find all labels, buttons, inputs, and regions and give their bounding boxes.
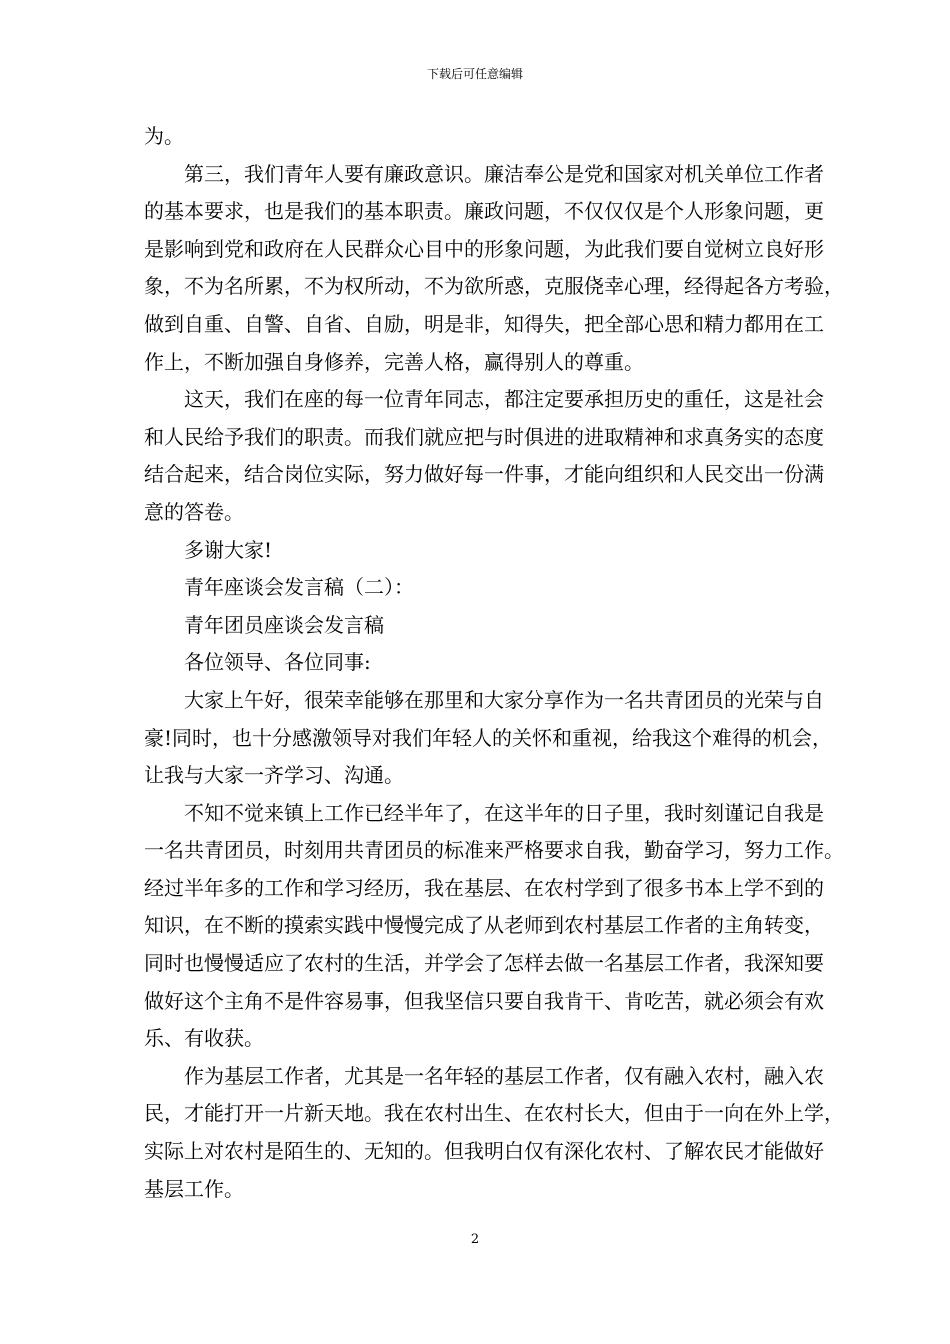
document-body bbox=[144, 118, 844, 1208]
text-line: 和人民给予我们的职责。而我们就应把与时俱进的进取精神和求真务实的态度 bbox=[144, 424, 824, 449]
text-line: 是影响到党和政府在人民群众心目中的形象问题，为此我们要自觉树立良好形 bbox=[144, 236, 824, 261]
text-line: 基层工作。 bbox=[144, 1176, 244, 1201]
text-line: 民，才能打开一片新天地。我在农村出生、在农村长大，但由于一向在外上学， bbox=[144, 1101, 844, 1126]
text-line: 多谢大家! bbox=[184, 537, 273, 562]
text-line: 象，不为名所累，不为权所动，不为欲所惑，克服侥幸心理，经得起各方考验， bbox=[144, 274, 844, 299]
text-line: 豪!同时，也十分感激领导对我们年轻人的关怀和重视，给我这个难得的机会， bbox=[144, 725, 833, 750]
text-line: 做到自重、自警、自省、自励，明是非，知得失，把全部心思和精力都用在工 bbox=[144, 311, 824, 336]
text-line: 这天，我们在座的每一位青年同志，都注定要承担历史的重任，这是社会 bbox=[184, 387, 824, 412]
text-line: 不知不觉来镇上工作已经半年了，在这半年的日子里，我时刻谨记自我是 bbox=[184, 800, 824, 825]
text-line: 青年团员座谈会发言稿 bbox=[184, 612, 384, 637]
text-line: 第三，我们青年人要有廉政意识。廉洁奉公是党和国家对机关单位工作者 bbox=[184, 161, 824, 186]
page-header: 下载后可任意编辑 bbox=[426, 67, 523, 81]
text-line: 乐、有收获。 bbox=[144, 1026, 264, 1051]
text-line: 作为基层工作者，尤其是一名年轻的基层工作者，仅有融入农村，融入农 bbox=[184, 1063, 824, 1088]
text-line: 的基本要求，也是我们的基本职责。廉政问题，不仅仅仅是个人形象问题，更 bbox=[144, 199, 824, 224]
text-line: 知识，在不断的摸索实践中慢慢完成了从老师到农村基层工作者的主角转变， bbox=[144, 913, 824, 938]
text-line: 大家上午好，很荣幸能够在那里和大家分享作为一名共青团员的光荣与自 bbox=[184, 687, 824, 712]
text-line: 一名共青团员，时刻用共青团员的标准来严格要求自我，勤奋学习，努力工作。 bbox=[144, 838, 844, 863]
text-line: 同时也慢慢适应了农村的生活，并学会了怎样去做一名基层工作者，我深知要 bbox=[144, 951, 824, 976]
page-number: 2 bbox=[470, 1232, 480, 1247]
text-line: 结合起来，结合岗位实际，努力做好每一件事，才能向组织和人民交出一份满 bbox=[144, 462, 824, 487]
text-line: 为。 bbox=[144, 124, 184, 148]
text-line: 各位领导、各位同事: bbox=[184, 650, 371, 675]
text-line: 意的答卷。 bbox=[144, 499, 244, 524]
text-line: 经过半年多的工作和学习经历，我在基层、在农村学到了很多书本上学不到的 bbox=[144, 875, 824, 900]
text-line: 作上，不断加强自身修养，完善人格，赢得别人的尊重。 bbox=[144, 349, 644, 374]
text-line: 实际上对农村是陌生的、无知的。但我明白仅有深化农村、了解农民才能做好 bbox=[144, 1139, 824, 1164]
text-line: 让我与大家一齐学习、沟通。 bbox=[144, 763, 404, 788]
text-line: 青年座谈会发言稿（二）： bbox=[184, 575, 414, 600]
text-line: 做好这个主角不是件容易事，但我坚信只要自我肯干、肯吃苦，就必须会有欢 bbox=[144, 988, 824, 1013]
